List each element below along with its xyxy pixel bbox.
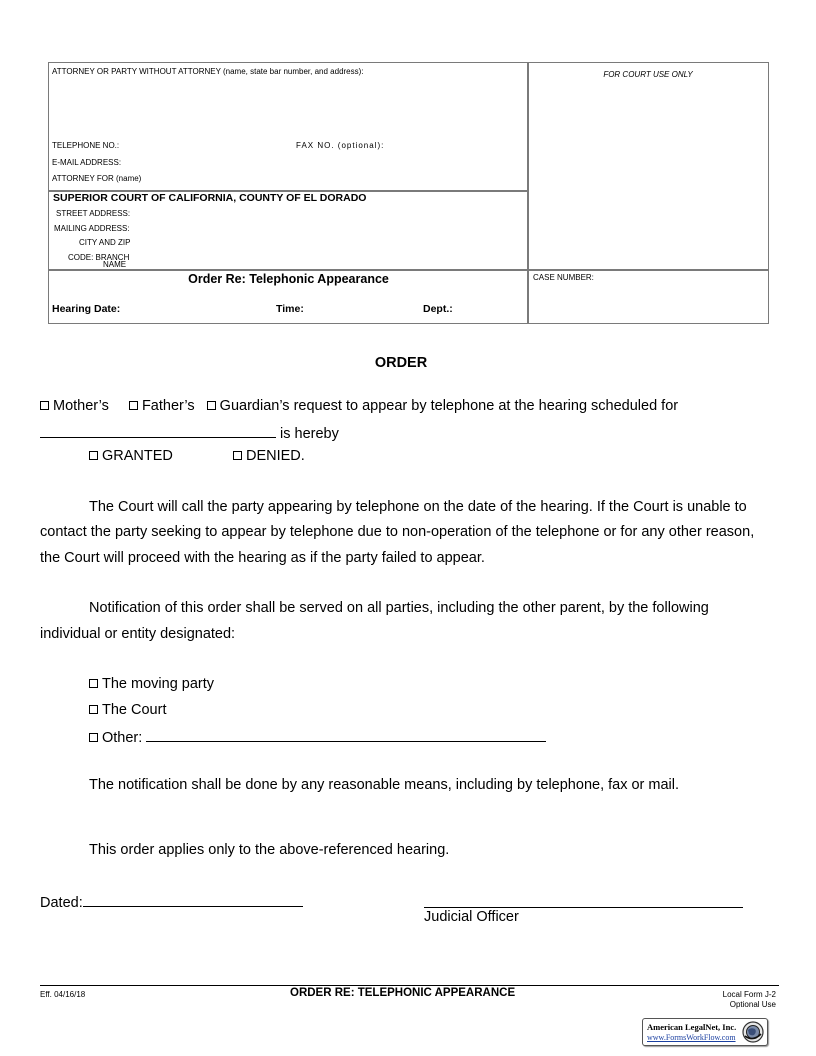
mailing-label: MAILING ADDRESS: xyxy=(54,224,130,233)
fax-label: FAX NO. (optional): xyxy=(296,141,385,150)
branch-label-cut: NAME xyxy=(103,260,127,269)
email-label: E-MAIL ADDRESS: xyxy=(52,158,122,167)
other-checkbox[interactable] xyxy=(89,733,98,742)
option-the-court xyxy=(89,702,166,719)
moving-party-label: The moving party xyxy=(102,676,215,692)
judicial-officer-label: Judicial Officer xyxy=(424,909,519,925)
footer-optional-use: Optional Use xyxy=(729,1000,776,1009)
attorney-box xyxy=(48,62,529,192)
city-label: CITY AND ZIP xyxy=(79,238,131,247)
telephone-label: TELEPHONE NO.: xyxy=(52,141,120,150)
decision-line xyxy=(89,448,305,465)
hearing-date-blank[interactable] xyxy=(40,423,276,438)
para1-line2: contact the party seeking to appear by telephone due to non-operation of the telephone or for any other reason, xyxy=(40,524,755,540)
option-moving-party xyxy=(89,676,214,693)
request-line xyxy=(40,398,678,415)
globe-icon xyxy=(742,1021,764,1043)
guardian-label: Guardian’s xyxy=(219,398,290,414)
option-other xyxy=(89,727,546,747)
granted-label: GRANTED xyxy=(102,448,173,464)
footer-rule xyxy=(40,985,779,986)
other-blank[interactable] xyxy=(146,727,546,742)
form-title: Order Re: Telephonic Appearance xyxy=(188,272,389,286)
time-label: Time: xyxy=(276,303,304,315)
signature-line[interactable] xyxy=(424,907,743,908)
dated-label: Dated: xyxy=(40,895,83,911)
moving-party-checkbox[interactable] xyxy=(89,679,98,688)
street-label: STREET ADDRESS: xyxy=(56,209,131,218)
hearing-date-label: Hearing Date: xyxy=(52,303,121,315)
logo-url[interactable]: www.FormsWorkFlow.com xyxy=(647,1033,736,1042)
american-legalnet-logo[interactable] xyxy=(642,1018,768,1046)
request-text: request to appear by telephone at the hearing scheduled for xyxy=(293,398,679,414)
para2-line2: individual or entity designated: xyxy=(40,626,236,642)
court-use-label: FOR COURT USE ONLY xyxy=(603,70,693,79)
the-court-label: The Court xyxy=(102,702,167,718)
denied-label: DENIED. xyxy=(245,448,305,464)
is-hereby-text: is hereby xyxy=(280,426,339,442)
para1-line1: The Court will call the party appearing by telephone on the date of the hearing. If the Court is unable to xyxy=(89,499,747,515)
court-name: SUPERIOR COURT OF CALIFORNIA, COUNTY OF EL DORADO xyxy=(53,192,367,204)
hearing-line xyxy=(40,423,339,443)
case-number-label: CASE NUMBER: xyxy=(533,273,594,282)
para4: This order applies only to the above-referenced hearing. xyxy=(89,842,450,858)
para3: The notification shall be done by any reasonable means, including by telephone, fax or mail. xyxy=(89,777,680,793)
granted-checkbox[interactable] xyxy=(89,451,98,460)
order-heading: ORDER xyxy=(374,355,428,371)
dated-blank[interactable] xyxy=(83,892,303,907)
guardian-checkbox[interactable] xyxy=(207,401,216,410)
branch-label: CODE: BRANCH xyxy=(68,253,130,262)
attorney-for-label: ATTORNEY FOR (name) xyxy=(52,174,142,183)
branch-label-cut-clip xyxy=(100,260,140,269)
father-label: Father’s xyxy=(141,398,195,414)
footer-title: ORDER RE: TELEPHONIC APPEARANCE xyxy=(290,987,516,999)
dated-line xyxy=(40,892,303,912)
the-court-checkbox[interactable] xyxy=(89,705,98,714)
attorney-label: ATTORNEY OR PARTY WITHOUT ATTORNEY (name, state bar number, and address): xyxy=(52,67,364,76)
footer-local-form: Local Form J-2 xyxy=(722,990,776,999)
para1-line3: the Court will proceed with the hearing as if the party failed to appear. xyxy=(40,550,485,566)
other-label: Other: xyxy=(102,730,143,746)
father-checkbox[interactable] xyxy=(129,401,138,410)
para2-line1: Notification of this order shall be served on all parties, including the other parent, by the following xyxy=(89,600,709,616)
court-use-box xyxy=(527,62,769,271)
dept-label: Dept.: xyxy=(423,303,453,315)
logo-name: American LegalNet, Inc. xyxy=(647,1022,737,1032)
mother-label: Mother’s xyxy=(53,398,109,414)
denied-checkbox[interactable] xyxy=(233,451,242,460)
mother-checkbox[interactable] xyxy=(40,401,49,410)
footer-eff: Eff. 04/16/18 xyxy=(40,990,86,999)
